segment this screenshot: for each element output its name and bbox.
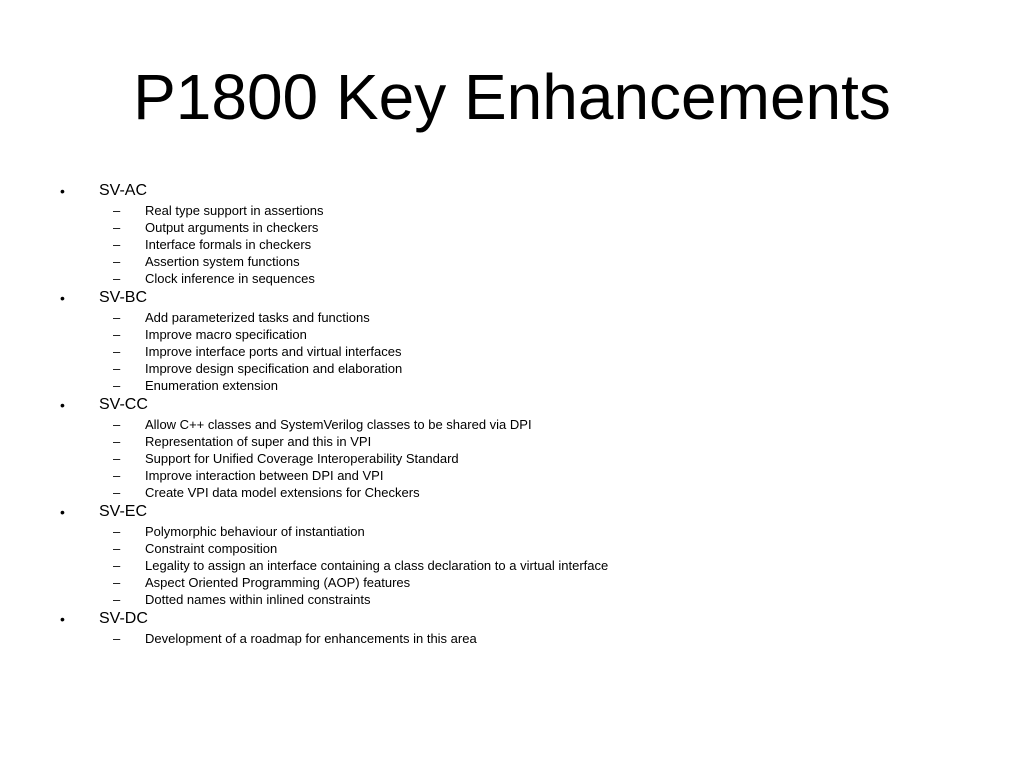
section-label: SV-CC	[99, 396, 148, 413]
section-header	[0, 287, 1024, 309]
list-item-label: Polymorphic behaviour of instantiation	[145, 524, 365, 539]
list-item	[0, 343, 1024, 360]
dash-icon: –	[113, 575, 121, 590]
section-sv-ec	[0, 501, 1024, 608]
section-header	[0, 501, 1024, 523]
dash-icon: –	[113, 558, 121, 573]
list-item	[0, 416, 1024, 433]
section-items	[0, 630, 1024, 647]
list-item-label: Dotted names within inlined constraints	[145, 592, 371, 607]
list-item	[0, 202, 1024, 219]
list-item-label: Improve interaction between DPI and VPI	[145, 468, 384, 483]
list-item	[0, 540, 1024, 557]
dash-icon: –	[113, 361, 121, 376]
list-item-label: Create VPI data model extensions for Checkers	[145, 485, 420, 500]
list-item-label: Constraint composition	[145, 541, 278, 556]
list-item-label: Assertion system functions	[145, 254, 300, 269]
list-item	[0, 270, 1024, 287]
bullet-icon: •	[60, 290, 65, 306]
section-sv-cc	[0, 394, 1024, 501]
section-sv-ac	[0, 180, 1024, 287]
list-item-label: Enumeration extension	[145, 378, 278, 393]
list-item	[0, 557, 1024, 574]
section-header	[0, 180, 1024, 202]
list-item-label: Allow C++ classes and SystemVerilog classes to be shared via DPI	[145, 417, 532, 432]
dash-icon: –	[113, 631, 121, 646]
dash-icon: –	[113, 417, 121, 432]
dash-icon: –	[113, 220, 121, 235]
list-item	[0, 326, 1024, 343]
list-item-label: Add parameterized tasks and functions	[145, 310, 370, 325]
list-item	[0, 433, 1024, 450]
dash-icon: –	[113, 592, 121, 607]
dash-icon: –	[113, 485, 121, 500]
section-items	[0, 416, 1024, 501]
list-item-label: Improve macro specification	[145, 327, 307, 342]
bullet-icon: •	[60, 397, 65, 413]
list-item-label: Interface formals in checkers	[145, 237, 312, 252]
list-item-label: Improve design specification and elaboration	[145, 361, 403, 376]
list-item-label: Real type support in assertions	[145, 203, 324, 218]
list-item	[0, 630, 1024, 647]
section-items	[0, 309, 1024, 394]
list-item-label: Improve interface ports and virtual interfaces	[145, 344, 402, 359]
list-item	[0, 309, 1024, 326]
dash-icon: –	[113, 237, 121, 252]
dash-icon: –	[113, 524, 121, 539]
section-label: SV-AC	[99, 182, 148, 199]
section-label: SV-EC	[99, 503, 148, 520]
list-item-label: Clock inference in sequences	[145, 271, 315, 286]
dash-icon: –	[113, 271, 121, 286]
list-item-label: Legality to assign an interface containing a class declaration to a virtual interface	[145, 558, 609, 573]
list-item	[0, 450, 1024, 467]
bullet-icon: •	[60, 611, 65, 627]
section-items	[0, 202, 1024, 287]
list-item-label: Development of a roadmap for enhancements in this area	[145, 631, 477, 646]
dash-icon: –	[113, 254, 121, 269]
section-label: SV-DC	[99, 610, 148, 627]
list-item	[0, 219, 1024, 236]
list-item	[0, 236, 1024, 253]
list-item-label: Output arguments in checkers	[145, 220, 319, 235]
list-item	[0, 574, 1024, 591]
section-header	[0, 608, 1024, 630]
dash-icon: –	[113, 451, 121, 466]
list-item	[0, 523, 1024, 540]
dash-icon: –	[113, 310, 121, 325]
list-item	[0, 467, 1024, 484]
list-item	[0, 253, 1024, 270]
list-item-label: Representation of super and this in VPI	[145, 434, 372, 449]
section-label: SV-BC	[99, 289, 148, 306]
list-item	[0, 591, 1024, 608]
dash-icon: –	[113, 378, 121, 393]
bullet-icon: •	[60, 504, 65, 520]
dash-icon: –	[113, 203, 121, 218]
dash-icon: –	[113, 344, 121, 359]
section-sv-dc	[0, 608, 1024, 647]
dash-icon: –	[113, 468, 121, 483]
bullet-icon: •	[60, 183, 65, 199]
list-item-label: Aspect Oriented Programming (AOP) features	[145, 575, 411, 590]
list-item	[0, 360, 1024, 377]
section-items	[0, 523, 1024, 608]
list-item	[0, 484, 1024, 501]
dash-icon: –	[113, 434, 121, 449]
section-sv-bc	[0, 287, 1024, 394]
list-item	[0, 377, 1024, 394]
list-item-label: Support for Unified Coverage Interoperability Standard	[145, 451, 459, 466]
dash-icon: –	[113, 327, 121, 342]
slide-title: P1800 Key Enhancements	[133, 61, 891, 133]
section-list	[0, 180, 1024, 647]
dash-icon: –	[113, 541, 121, 556]
section-header	[0, 394, 1024, 416]
